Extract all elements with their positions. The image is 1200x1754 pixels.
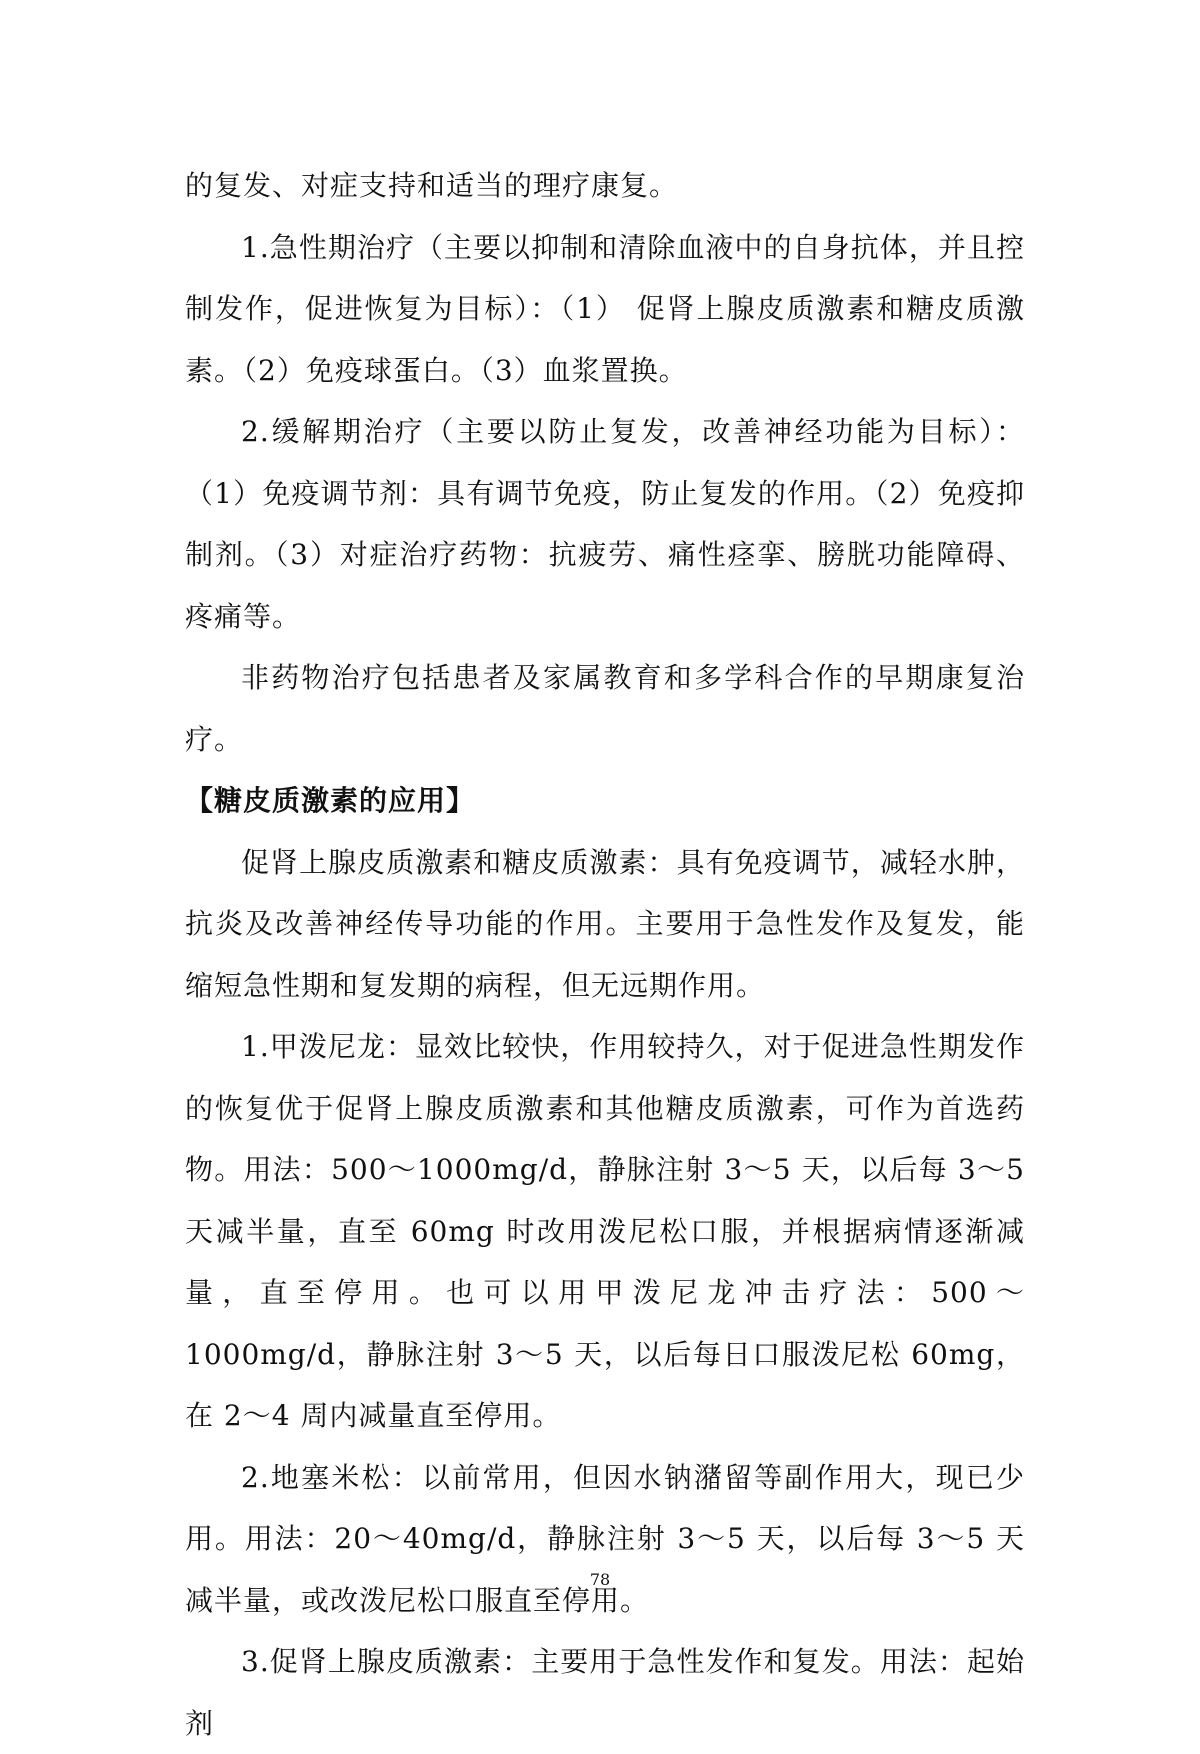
- paragraph-methylprednisolone: 1.甲泼尼龙：显效比较快，作用较持久，对于促进急性期发作的恢复优于促肾上腺皮质激素和其他糖皮质激素，可作为首选药物。用法：500～1000mg/d，静脉注射 3～5 天，以后每 3～5 天减半量，直至 60mg 时改用泼尼松口服，并根据病情逐渐减量，直至停用。也可以用甲泼尼龙冲击疗法：500～1000mg/d，静脉注射 3～5 天，以后每日口服泼尼松 60mg，在 2～4 周内减量直至停用。: [185, 1030, 1025, 1432]
- paragraph-continuation: 的复发、对症支持和适当的理疗康复。: [185, 169, 679, 202]
- document-body: [185, 155, 1025, 1754]
- section-heading: 【糖皮质激素的应用】: [185, 784, 476, 817]
- paragraph-non-drug-treatment: 非药物治疗包括患者及家属教育和多学科合作的早期康复治疗。: [185, 661, 1025, 756]
- paragraph-glucocorticoid-intro: 促肾上腺皮质激素和糖皮质激素：具有免疫调节，减轻水肿，抗炎及改善神经传导功能的作用。主要用于急性发作及复发，能缩短急性期和复发期的病程，但无远期作用。: [185, 845, 1025, 1002]
- page-number: 78: [589, 1570, 611, 1589]
- paragraph-acute-phase-treatment: 1.急性期治疗（主要以抑制和清除血液中的自身抗体，并且控制发作，促进恢复为目标）：（1） 促肾上腺皮质激素和糖皮质激素。（2）免疫球蛋白。（3）血浆置换。: [185, 230, 1025, 387]
- paragraph-dexamethasone: 2.地塞米松：以前常用，但因水钠潴留等副作用大，现已少用。用法：20～40mg/d，静脉注射 3～5 天，以后每 3～5 天减半量，或改泼尼松口服直至停用。: [185, 1460, 1025, 1617]
- paragraph-acth: 3.促肾上腺皮质激素：主要用于急性发作和复发。用法：起始剂: [185, 1645, 1025, 1740]
- paragraph-remission-phase-treatment: 2.缓解期治疗（主要以防止复发，改善神经功能为目标）：（1）免疫调节剂：具有调节免疫，防止复发的作用。（2）免疫抑制剂。（3）对症治疗药物：抗疲劳、痛性痉挛、膀胱功能障碍、疼痛等。: [185, 415, 1025, 633]
